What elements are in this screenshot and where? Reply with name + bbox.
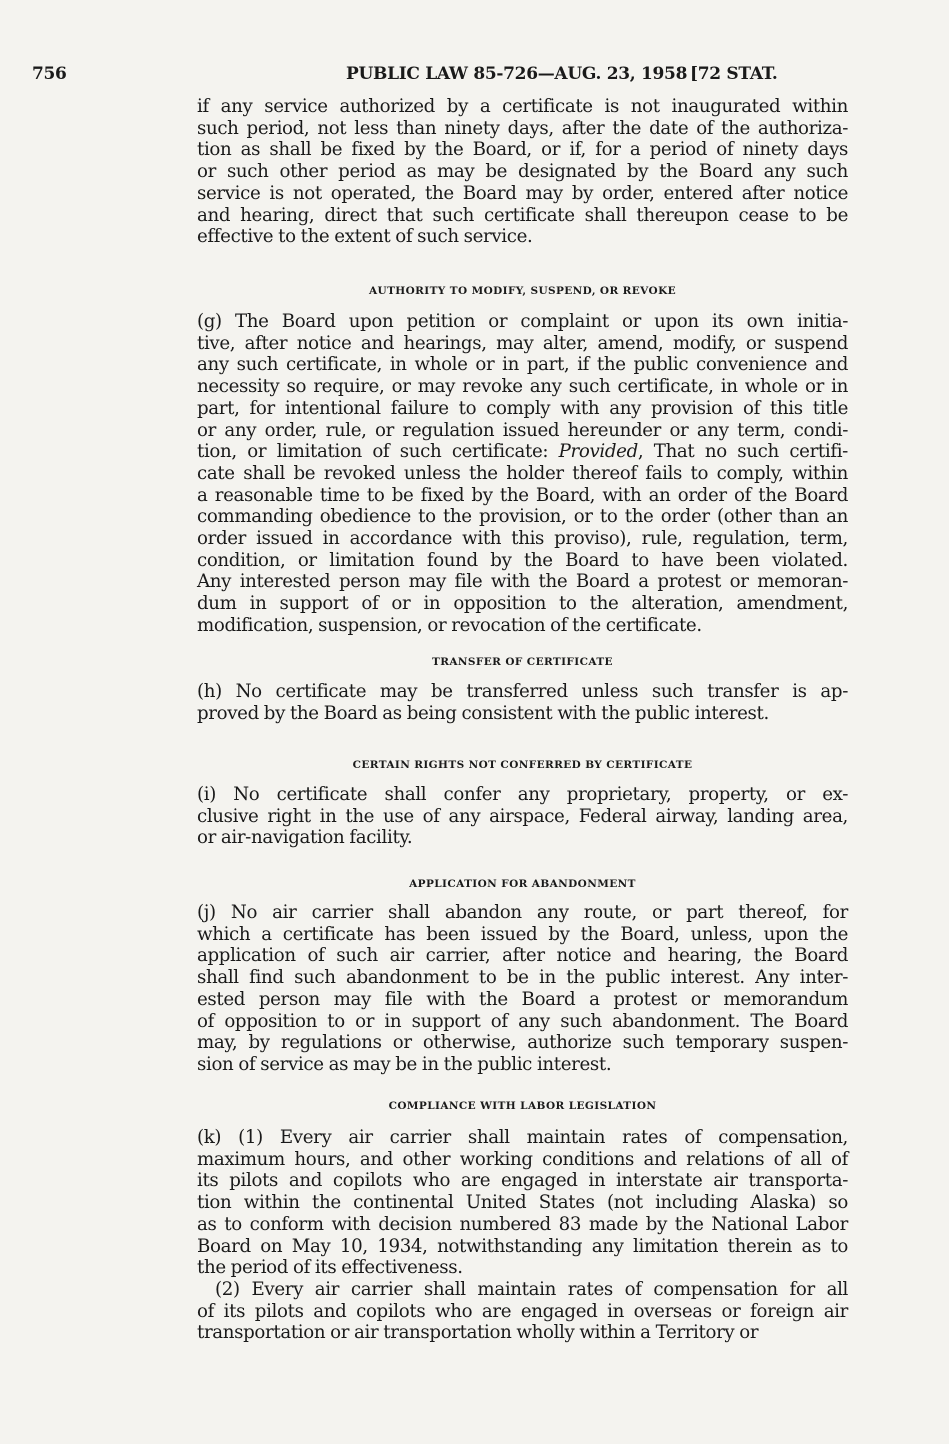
section-paragraph bbox=[197, 96, 848, 248]
text-line: a reasonable time to be fixed by the Board, with an order of the Board bbox=[197, 484, 848, 506]
text-line: sion of service as may be in the public interest. bbox=[197, 1053, 612, 1075]
text-line: part, for intentional failure to comply with any provision of this title bbox=[197, 397, 848, 419]
section-paragraph bbox=[197, 311, 848, 637]
text-line: dum in support of or in opposition to the alteration, amendment, bbox=[197, 593, 848, 615]
text-line: commanding obedience to the provision, or to the order (other than an bbox=[197, 506, 848, 528]
text-line: clusive right in the use of any airspace, Federal airway, landing area, bbox=[197, 805, 848, 827]
text-line: of opposition to or in support of any such abandonment. The Board bbox=[197, 1010, 848, 1032]
text-line: which a certificate has been issued by the Board, unless, upon the bbox=[197, 923, 848, 945]
text-line: tion within the continental United States (not including Alaska) so bbox=[197, 1192, 848, 1214]
section-heading: APPLICATION FOR ABANDONMENT bbox=[409, 878, 636, 890]
text-line: ested person may file with the Board a protest or memorandum bbox=[197, 988, 848, 1010]
text-line: effective to the extent of such service. bbox=[197, 226, 533, 248]
text-line: (j) No air carrier shall abandon any route, or part thereof, for bbox=[197, 902, 848, 923]
text-line: tion, or limitation of such certificate: Provided, That no such certifi- bbox=[197, 441, 848, 463]
section-paragraph bbox=[197, 902, 848, 1076]
text-line: tive, after notice and hearings, may alter, amend, modify, or suspend bbox=[197, 332, 848, 354]
text-line: condition, or limitation found by the Board to have been violated. bbox=[197, 549, 848, 571]
section-paragraph bbox=[197, 784, 848, 849]
text-line: order issued in accordance with this proviso), rule, regulation, term, bbox=[197, 528, 848, 550]
section-heading: AUTHORITY TO MODIFY, SUSPEND, OR REVOKE bbox=[368, 285, 677, 297]
text-line: such period, not less than ninety days, after the date of the authoriza- bbox=[197, 117, 848, 139]
running-header-title: PUBLIC LAW 85-726—AUG. 23, 1958 bbox=[346, 64, 688, 84]
text-line: as to conform with decision numbered 83 made by the National Labor bbox=[197, 1213, 848, 1235]
page-number: 756 bbox=[32, 64, 67, 84]
text-line: cate shall be revoked unless the holder thereof fails to comply, within bbox=[197, 462, 848, 484]
section-paragraph bbox=[197, 681, 848, 724]
text-line: the period of its effectiveness. bbox=[197, 1257, 463, 1279]
text-line: or air-navigation facility. bbox=[197, 827, 413, 849]
text-line: any such certificate, in whole or in part, if the public convenience and bbox=[197, 354, 848, 376]
text-line: (k) (1) Every air carrier shall maintain rates of compensation, bbox=[197, 1127, 848, 1148]
text-line: service is not operated, the Board may by order, entered after notice bbox=[197, 182, 848, 204]
section-heading: TRANSFER OF CERTIFICATE bbox=[432, 656, 613, 668]
text-line: or such other period as may be designated by the Board any such bbox=[197, 161, 848, 183]
text-line: (2) Every air carrier shall maintain rates of compensation for all bbox=[215, 1278, 848, 1300]
text-line: transportation or air transportation wholly within a Territory or bbox=[197, 1322, 759, 1344]
text-line: Board on May 10, 1934, notwithstanding any limitation therein as to bbox=[197, 1235, 848, 1257]
text-line: and hearing, direct that such certificate shall thereupon cease to be bbox=[197, 204, 848, 226]
text-line: (i) No certificate shall confer any proprietary, property, or ex- bbox=[197, 784, 848, 805]
text-line: may, by regulations or otherwise, authorize such temporary suspen- bbox=[197, 1032, 848, 1054]
text-line: application of such air carrier, after notice and hearing, the Board bbox=[197, 945, 848, 967]
text-line: if any service authorized by a certificate is not inaugurated within bbox=[197, 96, 848, 117]
text-line: or any order, rule, or regulation issued hereunder or any term, condi- bbox=[197, 419, 848, 441]
text-line: (g) The Board upon petition or complaint or upon its own initia- bbox=[197, 311, 848, 332]
section-paragraph bbox=[197, 1127, 848, 1344]
text-line: of its pilots and copilots who are engaged in overseas or foreign air bbox=[197, 1300, 848, 1322]
text-line: necessity so require, or may revoke any such certificate, in whole or in bbox=[197, 376, 848, 398]
running-header-volume: [72 STAT. bbox=[690, 64, 778, 84]
section-heading: COMPLIANCE WITH LABOR LEGISLATION bbox=[388, 1100, 657, 1112]
text-line: its pilots and copilots who are engaged in interstate air transporta- bbox=[197, 1170, 848, 1192]
text-line: (h) No certificate may be transferred unless such transfer is ap- bbox=[197, 681, 848, 702]
text-line: modification, suspension, or revocation of the certificate. bbox=[197, 614, 702, 636]
text-line: shall find such abandonment to be in the public interest. Any inter- bbox=[197, 967, 848, 989]
text-line: Any interested person may file with the Board a protest or memoran- bbox=[197, 571, 848, 593]
text-line: proved by the Board as being consistent with the public interest. bbox=[197, 702, 769, 724]
text-line: tion as shall be fixed by the Board, or if, for a period of ninety days bbox=[197, 139, 848, 161]
section-heading: CERTAIN RIGHTS NOT CONFERRED BY CERTIFICATE bbox=[352, 759, 693, 771]
text-line: maximum hours, and other working conditions and relations of all of bbox=[197, 1148, 848, 1170]
